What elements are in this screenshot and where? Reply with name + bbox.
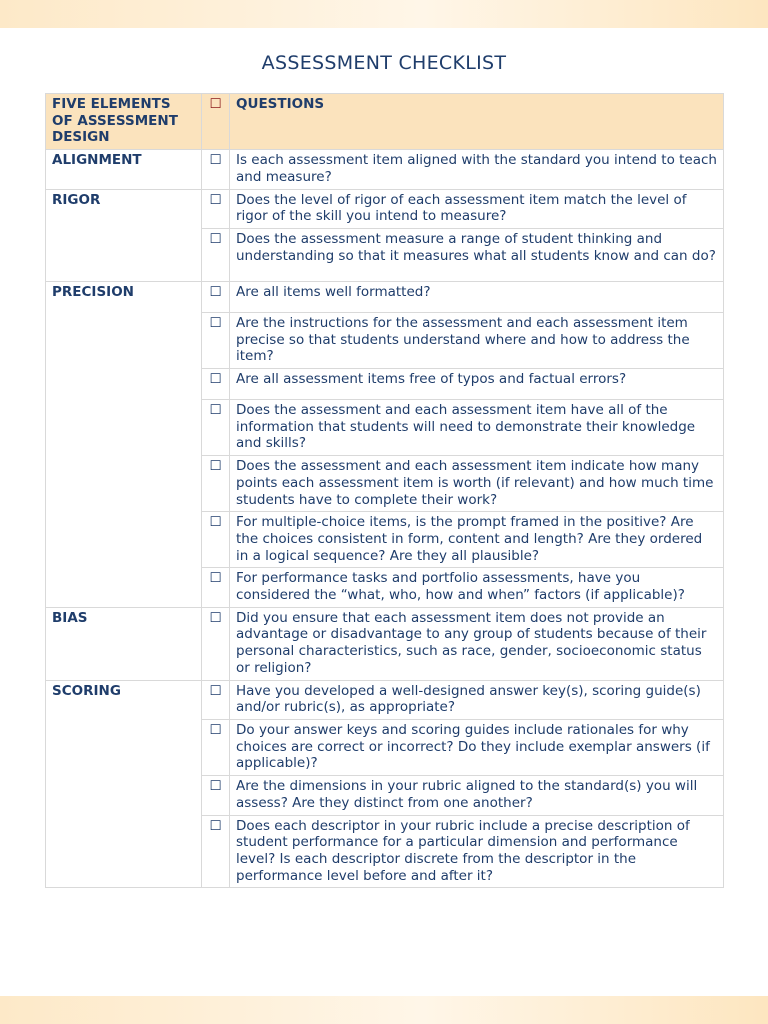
- checkbox-icon[interactable]: ☐: [202, 400, 230, 456]
- element-label: SCORING: [46, 680, 202, 888]
- checkbox-icon[interactable]: ☐: [202, 150, 230, 189]
- table-header-row: [46, 94, 724, 150]
- question-text: Are the instructions for the assessment and each assessment item precise so that students understand where and how to address the item?: [230, 312, 724, 368]
- question-text: For performance tasks and portfolio assessments, have you considered the “what, who, how and when” factors (if applicable)?: [230, 568, 724, 607]
- element-label: ALIGNMENT: [46, 150, 202, 189]
- assessment-checklist-table: [45, 93, 724, 888]
- checkbox-icon[interactable]: ☐: [202, 815, 230, 888]
- header-elements: FIVE ELEMENTS OF ASSESSMENT DESIGN: [46, 94, 202, 150]
- question-text: Does the level of rigor of each assessment item match the level of rigor of the skill you intend to measure?: [230, 189, 724, 228]
- question-text: Are the dimensions in your rubric aligned to the standard(s) you will assess? Are they distinct from one another?: [230, 776, 724, 815]
- bottom-decorative-band: [0, 996, 768, 1024]
- question-text: Does the assessment and each assessment item have all of the information that students will need to demonstrate their knowledge and skills?: [230, 400, 724, 456]
- question-text: Have you developed a well-designed answer key(s), scoring guide(s) and/or rubric(s), as appropriate?: [230, 680, 724, 719]
- checkbox-icon[interactable]: ☐: [202, 776, 230, 815]
- question-text: Do your answer keys and scoring guides include rationales for why choices are correct or incorrect? Do they include exemplar answers (if applicable)?: [230, 719, 724, 775]
- checkbox-icon[interactable]: ☐: [202, 189, 230, 228]
- table-row: [46, 680, 724, 719]
- element-label: BIAS: [46, 607, 202, 680]
- element-label: PRECISION: [46, 281, 202, 607]
- table-row: [46, 150, 724, 189]
- checkbox-icon[interactable]: ☐: [202, 680, 230, 719]
- page-title: ASSESSMENT CHECKLIST: [261, 52, 507, 74]
- question-text: Does each descriptor in your rubric include a precise description of student performance for a particular dimension and performance level? Is each descriptor discrete from the descriptor in the performance level before and after it?: [230, 815, 724, 888]
- checkbox-icon[interactable]: ☐: [202, 719, 230, 775]
- top-decorative-band: [0, 0, 768, 28]
- header-questions: QUESTIONS: [230, 94, 724, 150]
- table-row: [46, 189, 724, 228]
- checkbox-icon[interactable]: ☐: [202, 568, 230, 607]
- question-text: Are all assessment items free of typos and factual errors?: [230, 369, 724, 400]
- checkbox-icon[interactable]: ☐: [202, 369, 230, 400]
- question-text: Did you ensure that each assessment item does not provide an advantage or disadvantage to any group of students because of their personal characteristics, such as race, gender, socioeconomic status or religion?: [230, 607, 724, 680]
- question-text: Does the assessment and each assessment item indicate how many points each assessment item is worth (if relevant) and how much time students have to complete their work?: [230, 456, 724, 512]
- element-label: RIGOR: [46, 189, 202, 281]
- table-row: [46, 607, 724, 680]
- question-text: For multiple-choice items, is the prompt framed in the positive? Are the choices consistent in form, content and length? Are they ordered in a logical sequence? Are they all plausible?: [230, 512, 724, 568]
- question-text: Does the assessment measure a range of student thinking and understanding so that it measures what all students know and can do?: [230, 228, 724, 281]
- checkbox-icon[interactable]: ☐: [202, 281, 230, 312]
- checkbox-icon[interactable]: ☐: [202, 228, 230, 281]
- question-text: Are all items well formatted?: [230, 281, 724, 312]
- checkbox-icon[interactable]: ☐: [202, 607, 230, 680]
- checkbox-icon[interactable]: ☐: [202, 312, 230, 368]
- table-row: [46, 281, 724, 312]
- checklist-body: [46, 150, 724, 888]
- question-text: Is each assessment item aligned with the standard you intend to teach and measure?: [230, 150, 724, 189]
- checkbox-icon[interactable]: ☐: [202, 512, 230, 568]
- checkbox-icon[interactable]: ☐: [202, 456, 230, 512]
- header-checkbox-icon: ☐: [202, 94, 230, 150]
